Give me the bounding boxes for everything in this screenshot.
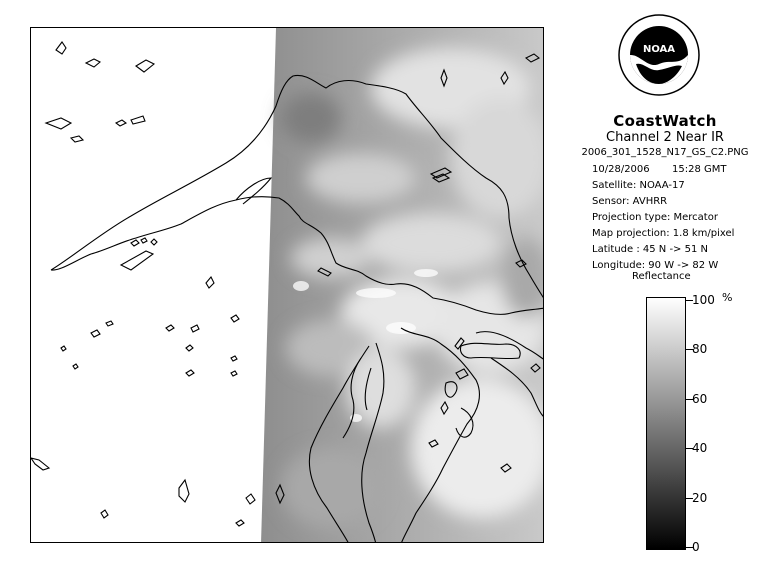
colorbar-tick-label: 0 — [692, 540, 700, 554]
colorbar-tick-label: 80 — [692, 342, 708, 357]
colorbar-tick-label: 100 — [692, 293, 715, 307]
file-name: 2006_301_1528_N17_GS_C2.PNG — [581, 147, 749, 158]
colorbar-tick-label: 40 — [692, 441, 708, 456]
noaa-logo — [618, 14, 700, 96]
colorbar-unit: % — [722, 291, 733, 304]
colorbar-title: Reflectance — [632, 271, 691, 282]
reflectance-colorbar — [646, 297, 686, 550]
inland-lake — [61, 277, 239, 376]
colorbar-tick-label: 60 — [692, 391, 708, 406]
sensor-info: Sensor: AVHRR — [592, 196, 668, 207]
map-projection: Map projection: 1.8 km/pixel — [592, 228, 735, 239]
satellite-info: Satellite: NOAA-17 — [592, 180, 685, 191]
acquisition-time: 15:28 GMT — [672, 164, 727, 175]
projection-type: Projection type: Mercator — [592, 212, 718, 223]
product-subtitle: Channel 2 Near IR — [606, 130, 724, 145]
latitude-range: Latitude : 45 N -> 51 N — [592, 244, 708, 255]
product-title: CoastWatch — [613, 112, 717, 130]
inland-lake — [31, 458, 284, 526]
keweenaw-peninsula — [236, 178, 271, 204]
noaa-logo-text: NOAA — [642, 44, 676, 55]
map-canvas — [31, 28, 544, 543]
satellite-map — [30, 27, 544, 543]
isle-royale — [121, 251, 153, 270]
inland-lake — [46, 42, 154, 142]
apostle-islands — [131, 238, 157, 246]
acquisition-date: 10/28/2006 — [592, 164, 650, 175]
longitude-range: Longitude: 90 W -> 82 W — [592, 260, 719, 271]
colorbar-tick-label: 20 — [692, 490, 708, 505]
